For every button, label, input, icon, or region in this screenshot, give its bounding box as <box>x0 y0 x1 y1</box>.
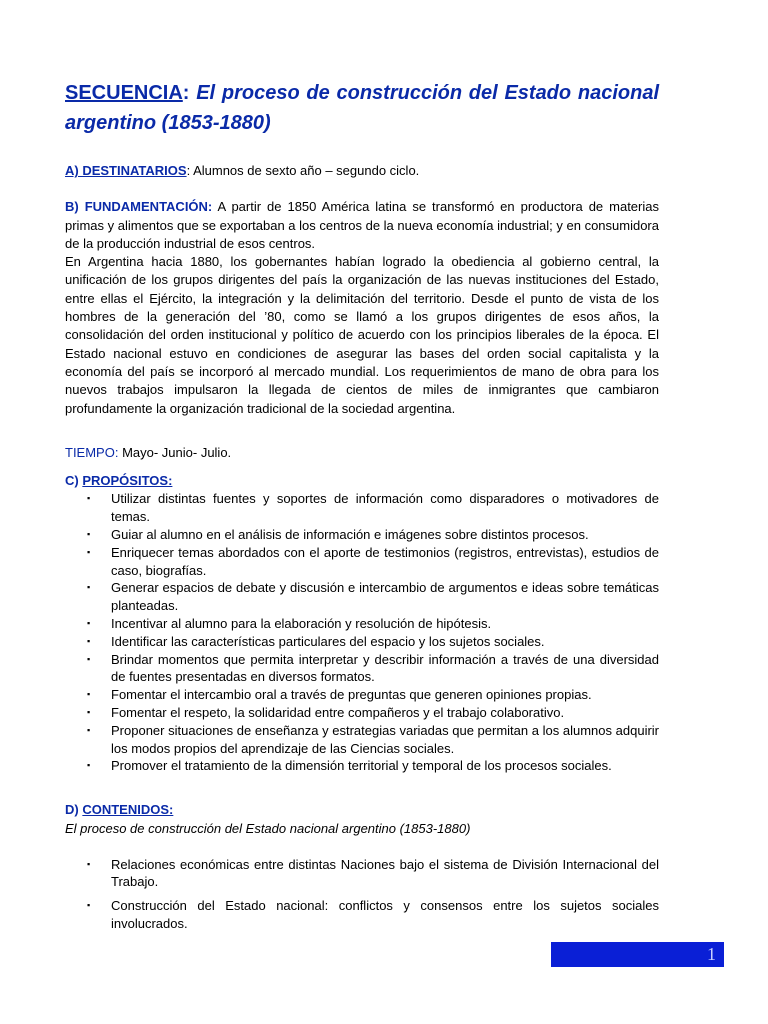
title-rest: El proceso de construcción del Estado nacional argentino (1853-1880) <box>65 82 659 134</box>
document-page <box>65 78 659 939</box>
list-item-text: Promover el tratamiento de la dimensión territorial y temporal de los procesos sociales. <box>111 758 612 774</box>
title-lead: SECUENCIA <box>65 82 183 104</box>
propositos-heading <box>65 472 659 490</box>
tiempo-text: Mayo- Junio- Julio. <box>118 444 232 460</box>
destinatarios-text: : Alumnos de sexto año – segundo ciclo. <box>186 163 420 178</box>
fundamentacion-p2: En Argentina hacia 1880, los gobernantes habían logrado la obediencia al gobierno central, la unificación de los grupos dirigentes del país la organización de las nuevas instituciones del Estado, entre ellas el Ejército, la integración y la delimitación del territorio. Desde el punto de vista de los hombres de la generación del ’80, como se llamó a los grupos dirigentes de esos años, la consolidación del orden institucional y político de acuerdo con los principios liberales de la época. El Estado nacional estuvo en condiciones de asegurar las bases del orden social capitalista y la economía del país se incorporó al mercado mundial. Los requerimientos de mano de obra para los nuevos trabajos impulsaron la llegada de cientos de miles de inmigrantes que cambiaron profundamente la organización tradicional de la sociedad argentina. <box>65 254 659 416</box>
bullet-icon: ▪ <box>87 546 91 557</box>
list-item <box>65 490 659 526</box>
destinatarios-section <box>65 162 659 180</box>
bullet-icon: ▪ <box>87 582 91 593</box>
list-item <box>65 722 659 758</box>
bullet-icon: ▪ <box>87 900 91 911</box>
bullet-icon: ▪ <box>87 653 91 664</box>
list-item <box>65 579 659 615</box>
contenidos-subtitle: El proceso de construcción del Estado nacional argentino (1853-1880) <box>65 820 471 836</box>
list-item <box>65 856 659 892</box>
fundamentacion-intro <box>65 198 659 253</box>
contenidos-label: CONTENIDOS: <box>82 802 174 818</box>
propositos-prefix: C) <box>65 473 83 489</box>
list-item-text: Utilizar distintas fuentes y soportes de información como disparadores o motivadores de temas. <box>111 491 659 525</box>
document-title <box>65 78 659 138</box>
list-item-text: Enriquecer temas abordados con el aporte de testimonios (registros, entrevistas), estudios de caso, biografías. <box>111 544 659 578</box>
tiempo-label: TIEMPO: <box>65 444 119 460</box>
list-item-text: Guiar al alumno en el análisis de información e imágenes sobre distintos procesos. <box>111 527 589 543</box>
bullet-icon: ▪ <box>87 618 91 629</box>
contenidos-prefix: D) <box>65 802 83 818</box>
list-item <box>65 897 659 933</box>
bullet-icon: ▪ <box>87 689 91 700</box>
list-item <box>65 686 659 704</box>
bullet-icon: ▪ <box>87 493 91 504</box>
bullet-icon: ▪ <box>87 707 91 718</box>
list-item <box>65 526 659 544</box>
list-item <box>65 633 659 651</box>
bullet-icon: ▪ <box>87 858 91 869</box>
list-item-text: Relaciones económicas entre distintas Naciones bajo el sistema de División Internacional del Trabajo. <box>111 856 659 890</box>
list-item <box>65 615 659 633</box>
contenidos-list <box>65 856 659 933</box>
bullet-icon: ▪ <box>87 635 91 646</box>
fundamentacion-p1: A partir de 1850 América latina se transformó en productora de materias primas y alimentos que se exportaban a los centros de la nueva economía industrial; y en consumidora de la producción industrial de esos centros. <box>65 199 659 251</box>
list-item-text: Identificar las características particulares del espacio y los sujetos sociales. <box>111 633 545 649</box>
page-number: 1 <box>707 944 716 964</box>
bullet-icon: ▪ <box>87 760 91 771</box>
fundamentacion-label: B) FUNDAMENTACIÓN: <box>65 199 213 215</box>
bullet-icon: ▪ <box>87 724 91 735</box>
list-item-text: Brindar momentos que permita interpretar y describir información a través de una diversidad de fuentes presentadas en diversos formatos. <box>111 651 659 685</box>
list-item-text: Incentivar al alumno para la elaboración y resolución de hipótesis. <box>111 616 492 632</box>
list-item <box>65 704 659 722</box>
contenidos-heading <box>65 801 659 819</box>
propositos-list <box>65 490 659 775</box>
list-item-text: Fomentar el intercambio oral a través de preguntas que generen opiniones propias. <box>111 687 592 703</box>
list-item <box>65 651 659 687</box>
list-item-text: Generar espacios de debate y discusión e intercambio de argumentos e ideas sobre temáticas planteadas. <box>111 580 659 614</box>
title-colon: : <box>182 82 190 104</box>
propositos-label: PROPÓSITOS: <box>82 473 173 489</box>
bullet-icon: ▪ <box>87 529 91 540</box>
list-item <box>65 757 659 775</box>
list-item-text: Proponer situaciones de enseñanza y estrategias variadas que permitan a los alumnos adquirir los modos propios del aprendizaje de las Ciencias sociales. <box>111 722 659 756</box>
list-item <box>65 544 659 580</box>
destinatarios-label: A) DESTINATARIOS <box>65 163 187 178</box>
list-item-text: Fomentar el respeto, la solidaridad entre compañeros y el trabajo colaborativo. <box>111 705 565 721</box>
page-footer-bar <box>551 942 724 967</box>
list-item-text: Construcción del Estado nacional: conflictos y consensos entre los sujetos sociales involucrados. <box>111 898 659 931</box>
tiempo-section <box>65 444 659 462</box>
